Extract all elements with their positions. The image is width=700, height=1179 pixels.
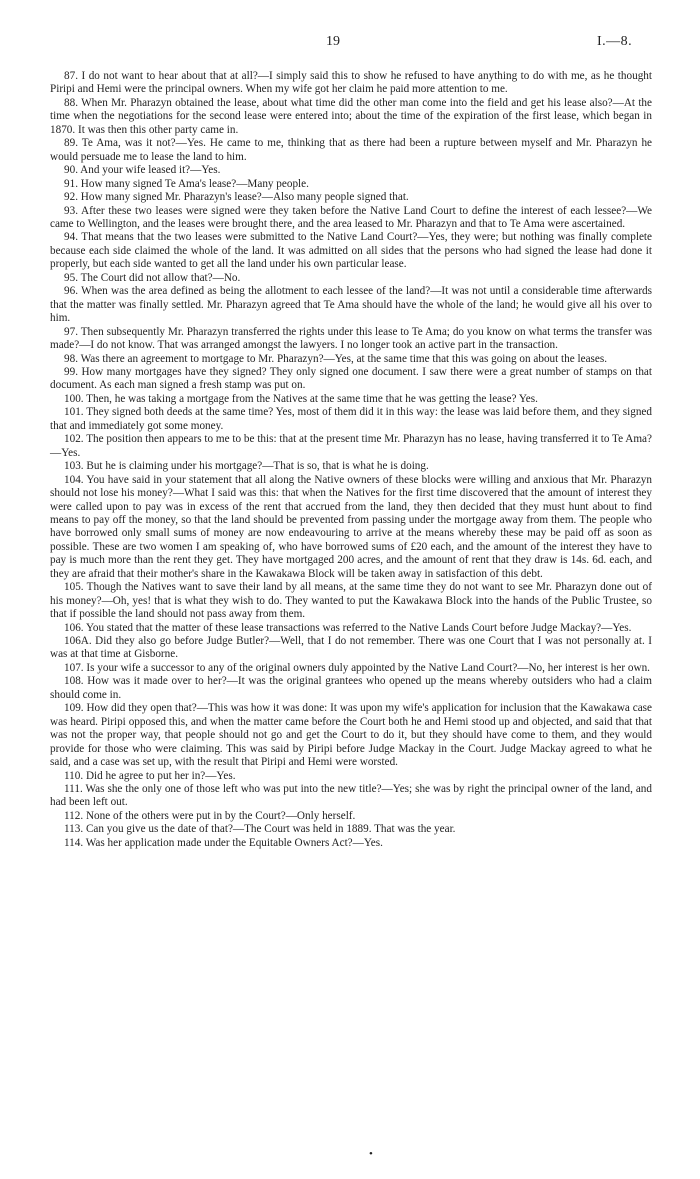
- testimony-paragraph: 89. Te Ama, was it not?—Yes. He came to me, thinking that as there had been a rupture between myself and Mr. Pharazyn he would persuade me to lease the land to him.: [50, 137, 652, 163]
- testimony-paragraph: 107. Is your wife a successor to any of the original owners duly appointed by the Native Land Court?—No, her interest is her own.: [64, 661, 650, 674]
- testimony-paragraph: 108. How was it made over to her?—It was the original grantees who opened up the means whereby outsiders who had a claim should come in.: [50, 675, 652, 701]
- testimony-paragraph: 91. How many signed Te Ama's lease?—Many people.: [64, 177, 309, 190]
- testimony-paragraph: 100. Then, he was taking a mortgage from the Natives at the same time that he was getting the lease? Yes.: [64, 392, 538, 405]
- testimony-paragraph: 90. And your wife leased it?—Yes.: [64, 164, 221, 177]
- testimony-paragraph: 93. After these two leases were signed were they taken before the Native Land Court to define the interest of each lessee?—We came to Wellington, and the leases were brought there, and the area leased to Mr. Pharazyn and that to Te Ama were ascertained.: [50, 204, 652, 230]
- paper-reference: I.—8.: [597, 34, 633, 49]
- testimony-paragraph: 94. That means that the two leases were submitted to the Native Land Court?—Yes, they were; but nothing was finally complete because each side claimed the whole of the land. It was admitted on all sides that the persons who had signed the lease had done it properly, but each side wanted to get all the land under his own particular lease.: [50, 231, 652, 271]
- testimony-paragraph: 99. How many mortgages have they signed? They only signed one document. I saw there were a great number of stamps on that document. As each man signed a fresh stamp was put on.: [50, 365, 652, 392]
- testimony-paragraph: 98. Was there an agreement to mortgage to Mr. Pharazyn?—Yes, at the same time that this was going on about the leases.: [64, 352, 608, 365]
- testimony-paragraph: 110. Did he agree to put her in?—Yes.: [64, 769, 236, 782]
- page-number: 19: [326, 34, 340, 49]
- testimony-paragraph: 102. The position then appears to me to be this: that at the present time Mr. Pharazyn has no lease, having transferred it to Te Ama?—Yes.: [50, 433, 652, 459]
- testimony-paragraph: 87. I do not want to hear about that at all?—I simply said this to show he refused to have anything to do with me, as he thought Piripi and Hemi were the principal owners. When my wife got her claim he paid more attention to me.: [50, 70, 652, 96]
- testimony-paragraph: 92. How many signed Mr. Pharazyn's lease?—Also many people signed that.: [64, 191, 409, 204]
- testimony-paragraph: 112. None of the others were put in by the Court?—Only herself.: [64, 809, 356, 822]
- testimony-paragraph: 104. You have said in your statement that all along the Native owners of these blocks were willing and anxious that Mr. Pharazyn should not lose his money?—What I said was this: that when the Natives for the first time discovered that the amount of interest they were called upon to pay was in excess of the rent that accrued from the land, they then decided that they must hunt about to find means to pay off the money, so that the land should be prevented from passing under the mortgage away from them. The people who have borrowed only small sums of money are now endeavouring to arrive at the means whereby these may be paid off as soon as possible. These are two women I am speaking of, who have borrowed sums of £20 each, and the amount of the interest they have to pay is much more than the rent they get. They have mortgaged 200 acres, and the amount of rent that they draw is 14s. 6d. each, and they are afraid that their mother's share in the Kawakawa Block will be taken away in satisfaction of this debt.: [50, 473, 652, 580]
- testimony-paragraph: 113. Can you give us the date of that?—The Court was held in 1889. That was the year.: [64, 823, 456, 836]
- testimony-paragraph: 109. How did they open that?—This was how it was done: It was upon my wife's application for inclusion that the Kawakawa case was heard. Piripi opposed this, and when the matter came before the Court both he and Hemi stood up and objected, and said that that was not the proper way, that people should not go and get the Court to do it, but they should have come to them, and they would provide for those who were claiming. This was said by Piripi before Judge Mackay in the Court. Judge Mackay agreed to what he said, and a case was set up, with the result that Piripi and Hemi were worsted.: [50, 702, 652, 769]
- testimony-paragraph: 106A. Did they also go before Judge Butler?—Well, that I do not remember. There was one Court that I was not personally at. I was at that time at Gisborne.: [50, 635, 652, 661]
- testimony-paragraph: 105. Though the Natives want to save their land by all means, at the same time they do not want to see Mr. Pharazyn done out of his money?—Oh, yes! that is what they wish to do. They wanted to put the Kawakawa Block into the hands of the Public Trustee, so that if possible the land should not pass away from them.: [50, 581, 652, 621]
- testimony-paragraph: 97. Then subsequently Mr. Pharazyn transferred the rights under this lease to Te Ama; do you know on what terms the transfer was made?—I do not know. That was arranged amongst the lawyers. I no longer took an active part in the transaction.: [50, 325, 652, 352]
- page-dot-mark: •: [369, 1148, 373, 1160]
- page-header: [0, 34, 700, 54]
- testimony-paragraph: 103. But he is claiming under his mortgage?—That is so, that is what he is doing.: [64, 460, 429, 473]
- testimony-paragraph: 88. When Mr. Pharazyn obtained the lease, about what time did the other man come into the field and get his lease also?—At the time when the negotiations for the second lease were entered into; about the time of the expiration of the first lease, which began in 1870. It was then this other party came in.: [50, 96, 652, 136]
- testimony-body: [50, 70, 652, 850]
- testimony-paragraph: 106. You stated that the matter of these lease transactions was referred to the Native Lands Court before Judge Mackay?—Yes.: [64, 621, 632, 634]
- testimony-paragraph: 95. The Court did not allow that?—No.: [64, 271, 241, 284]
- testimony-paragraph: 111. Was she the only one of those left who was put into the new title?—Yes; she was by right the principal owner of the land, and had been left out.: [50, 783, 652, 809]
- testimony-paragraph: 101. They signed both deeds at the same time? Yes, most of them did it in this way: the lease was laid before them, and they signed that and immediately got some money.: [50, 406, 652, 432]
- testimony-paragraph: 96. When was the area defined as being the allotment to each lessee of the land?—It was not until a considerable time afterwards that the matter was finally settled. Mr. Pharazyn agreed that Te Ama should have the whole of the land; he would give all his over to him.: [50, 285, 652, 325]
- testimony-paragraph: 114. Was her application made under the Equitable Owners Act?—Yes.: [64, 836, 383, 849]
